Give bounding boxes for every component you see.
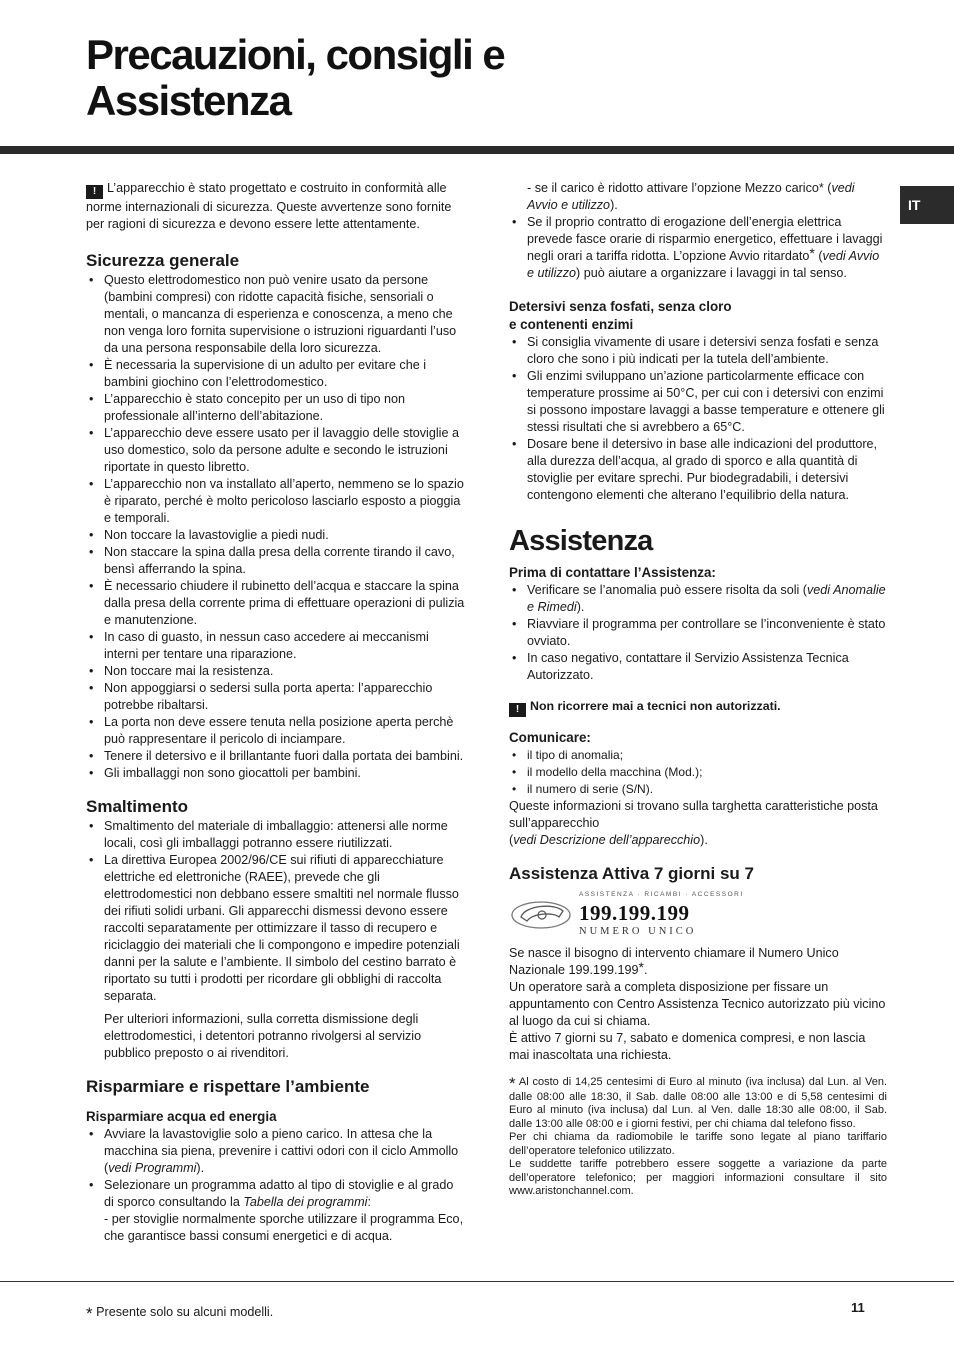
list-item: • Avviare la lavastoviglie solo a pieno carico. In attesa che la macchina sia piena, prevenire i cattivi odori con il ciclo Ammollo (vedi Programmi). — [86, 1126, 466, 1177]
list-item: • Non toccare mai la resistenza. — [86, 663, 466, 680]
warning-icon: ! — [86, 185, 103, 199]
list-item: • Dosare bene il detersivo in base alle indicazioni del produttore, alla durezza dell’acqua, al grado di sporco e alla quantità di stoviglie per evitare sprechi. Pur biodegradabili, i detersivi contengono elementi che alterano l’equilibrio della natura. — [509, 436, 887, 504]
list-item: • Tenere il detersivo e il brillantante fuori dalla portata dei bambini. — [86, 748, 466, 765]
language-tab: IT — [900, 186, 954, 224]
service-number: 199.199.199 — [579, 901, 690, 925]
list-item: • Non staccare la spina dalla presa della corrente tirando il cavo, bensì afferrando la spina. — [86, 544, 466, 578]
list-item: • Gli enzimi sviluppano un’azione particolarmente efficace con temperature prossime ai 50°C, per cui con i detersivi con enzimi si possono impostare lavaggi a basse temperature e ottenere gli stessi risultati che si avrebbero a 65°C. — [509, 368, 887, 436]
right-column — [509, 180, 887, 1199]
rating-plate-ref: (vedi Descrizione dell’apparecchio). — [509, 833, 708, 847]
left-column — [86, 180, 466, 1245]
active-paragraph-1: Se nasce il bisogno di intervento chiamare il Numero Unico Nazionale 199.199.199*. — [509, 946, 839, 977]
list-item: • Questo elettrodomestico non può venire usato da persone (bambini compresi) con ridotte capacità fisiche, sensoriali o mentali, o mancanza di esperienza e conoscenza, a meno che non venga loro fornita supervisione o istruzioni riguardanti l’uso da una persona responsabile della loro sicurezza. — [86, 272, 466, 357]
list-item: • Non appoggiarsi o sedersi sulla porta aperta: l’apparecchio potrebbe ribaltarsi. — [86, 680, 466, 714]
footer-rule — [0, 1281, 954, 1282]
before-contact-heading: Prima di contattare l’Assistenza: — [509, 565, 716, 580]
phone-icon — [509, 895, 573, 931]
water-energy-heading: Risparmiare acqua ed energia — [86, 1109, 277, 1124]
list-item: • In caso di guasto, in nessun caso accedere ai meccanismi interni per tentare una riparazione. — [86, 629, 466, 663]
tariff-list — [509, 214, 887, 282]
half-load-note: - se il carico è ridotto attivare l’opzione Mezzo carico* (vedi Avvio e utilizzo). — [527, 181, 855, 212]
logo-tagline: ASSISTENZA · RICAMBI · ACCESSORI — [579, 891, 744, 898]
list-item: • È necessario chiudere il rubinetto dell’acqua e staccare la spina dalla presa della corrente prima di effettuare operazioni di pulizia e manutenzione. — [86, 578, 466, 629]
warning-icon: ! — [509, 703, 526, 717]
list-item: • Riavviare il programma per controllare se l’inconveniente è stato ovviato. — [509, 616, 887, 650]
rating-plate-info: Queste informazioni si trovano sulla targhetta caratteristiche posta sull’apparecchio — [509, 799, 878, 830]
list-item: • È necessaria la supervisione di un adulto per evitare che i bambini giochino con l’elettrodomestico. — [86, 357, 466, 391]
list-item: • La porta non deve essere tenuta nella posizione aperta perchè può rappresentare il pericolo di inciampare. — [86, 714, 466, 748]
header-bar — [0, 146, 954, 154]
list-item: • Gli imballaggi non sono giocattoli per bambini. — [86, 765, 466, 782]
list-item: • L’apparecchio è stato concepito per un uso di tipo non professionale all’interno dell’abitazione. — [86, 391, 466, 425]
logo-caption: NUMERO UNICO — [579, 926, 697, 937]
before-contact-list — [509, 582, 887, 684]
detergent-heading: Detersivi senza fosfati, senza cloro e contenenti enzimi — [509, 299, 732, 332]
page-title: Precauzioni, consigli e Assistenza — [86, 31, 505, 124]
list-item: • Se il proprio contratto di erogazione dell’energia elettrica prevede fasce orarie di risparmio energetico, effettuare i lavaggi negli orari a tariffa ridotta. L’opzione Avvio ritardato* (vedi Avvio e utilizzo) può aiutare a organizzare i lavaggi in tal senso. — [509, 214, 887, 282]
communicate-list — [509, 747, 887, 798]
detergent-list — [509, 334, 887, 504]
disposal-heading: Smaltimento — [86, 797, 189, 816]
list-item: • Si consiglia vivamente di usare i detersivi senza fosfati e senza cloro che sono i più indicati per la tutela dell’ambiente. — [509, 334, 887, 368]
list-item: • il numero di serie (S/N). — [509, 781, 887, 798]
water-list — [86, 1126, 466, 1245]
footer-note: * Presente solo su alcuni modelli. — [86, 1304, 274, 1323]
intro-paragraph: ! L’apparecchio è stato progettato e costruito in conformità alle norme internazionali di sicurezza. Queste avvertenze sono fornite per ragioni di sicurezza e devono essere lette attentamente. — [86, 181, 452, 231]
active-paragraph-3: È attivo 7 giorni su 7, sabato e domenica compresi, e non lascia mai inascoltata una richiesta. — [509, 1031, 866, 1062]
active-paragraph-2: Un operatore sarà a completa disposizione per fissare un appuntamento con Centro Assistenza Tecnico autorizzato più vicino al luogo da cui si chiama. — [509, 980, 886, 1028]
list-item: • L’apparecchio deve essere usato per il lavaggio delle stoviglie a uso domestico, solo da persone adulte e secondo le istruzioni riportate in questo libretto. — [86, 425, 466, 476]
tariff-footnote: * Al costo di 14,25 centesimi di Euro al minuto (iva inclusa) dal Lun. al Ven. dalle 08:00 alle 18:30, il Sab. dalle 08:00 alle 13:00 e di 5,58 centesimi di Euro al minuto (iva inclusa) dal Lun. al Ven. dalle 18:30 alle 08:00, il Sab. dalle 13:00 alle 08:00 e i giorni festivi, per chi chiama dal telefono fisso. Per chi chiama da radiomobile le tariffe sono legate al piano tariffario dell’operatore telefonico utilizzato. Le suddette tariffe potrebbero essere soggette a variazione da parte dell’operatore telefonico; per maggiori informazioni consultare il sito www.aristonchannel.com. — [509, 1074, 887, 1197]
list-item: • Non toccare la lavastoviglie a piedi nudi. — [86, 527, 466, 544]
safety-heading: Sicurezza generale — [86, 251, 240, 270]
list-item: • La direttiva Europea 2002/96/CE sui rifiuti di apparecchiature elettriche ed elettroniche (RAEE), prevede che gli elettrodomestici non debbano essere smaltiti nel normale flusso dei rifiuti solidi urbani. Gli apparecchi dismessi devono essere raccolti separatamente per ottimizzare il tasso di recupero e riciclaggio dei materiali che li compongono e impedire potenziali danni per la salute e l’ambiente. Il simbolo del cestino barrato è riportato su tutti i prodotti per ricordare gli obblighi di raccolta separata. — [86, 852, 466, 1005]
safety-list — [86, 272, 466, 782]
assistance-heading: Assistenza — [509, 525, 653, 557]
disposal-extra: Per ulteriori informazioni, sulla corretta dismissione degli elettrodomestici, i detentori potranno rivolgersi al servizio pubblico preposto o ai rivenditori. — [104, 1012, 422, 1060]
service-number-logo — [509, 891, 887, 935]
disposal-list — [86, 818, 466, 1005]
list-item: • L’apparecchio non va installato all’aperto, nemmeno se lo spazio è riparato, perché è molto pericoloso lasciarlo esposto a pioggia e temporali. — [86, 476, 466, 527]
communicate-heading: Comunicare: — [509, 730, 591, 745]
list-item: • Selezionare un programma adatto al tipo di stoviglie e al grado di sporco consultando la Tabella dei programmi: - per stoviglie normalmente sporche utilizzare il programma Eco, che garantisce bassi consumi energetici e di acqua. — [86, 1177, 466, 1245]
list-item: • In caso negativo, contattare il Servizio Assistenza Tecnica Autorizzato. — [509, 650, 887, 684]
technician-warning: ! Non ricorrere mai a tecnici non autorizzati. — [509, 698, 887, 717]
list-item: • Verificare se l’anomalia può essere risolta da soli (vedi Anomalie e Rimedi). — [509, 582, 887, 616]
list-item: • Smaltimento del materiale di imballaggio: attenersi alle norme locali, così gli imballaggi potranno essere riutilizzati. — [86, 818, 466, 852]
active-assistance-heading: Assistenza Attiva 7 giorni su 7 — [509, 864, 754, 883]
list-item: • il tipo di anomalia; — [509, 747, 887, 764]
list-item: • il modello della macchina (Mod.); — [509, 764, 887, 781]
environment-heading: Risparmiare e rispettare l’ambiente — [86, 1077, 370, 1096]
page-number: 11 — [851, 1300, 865, 1315]
